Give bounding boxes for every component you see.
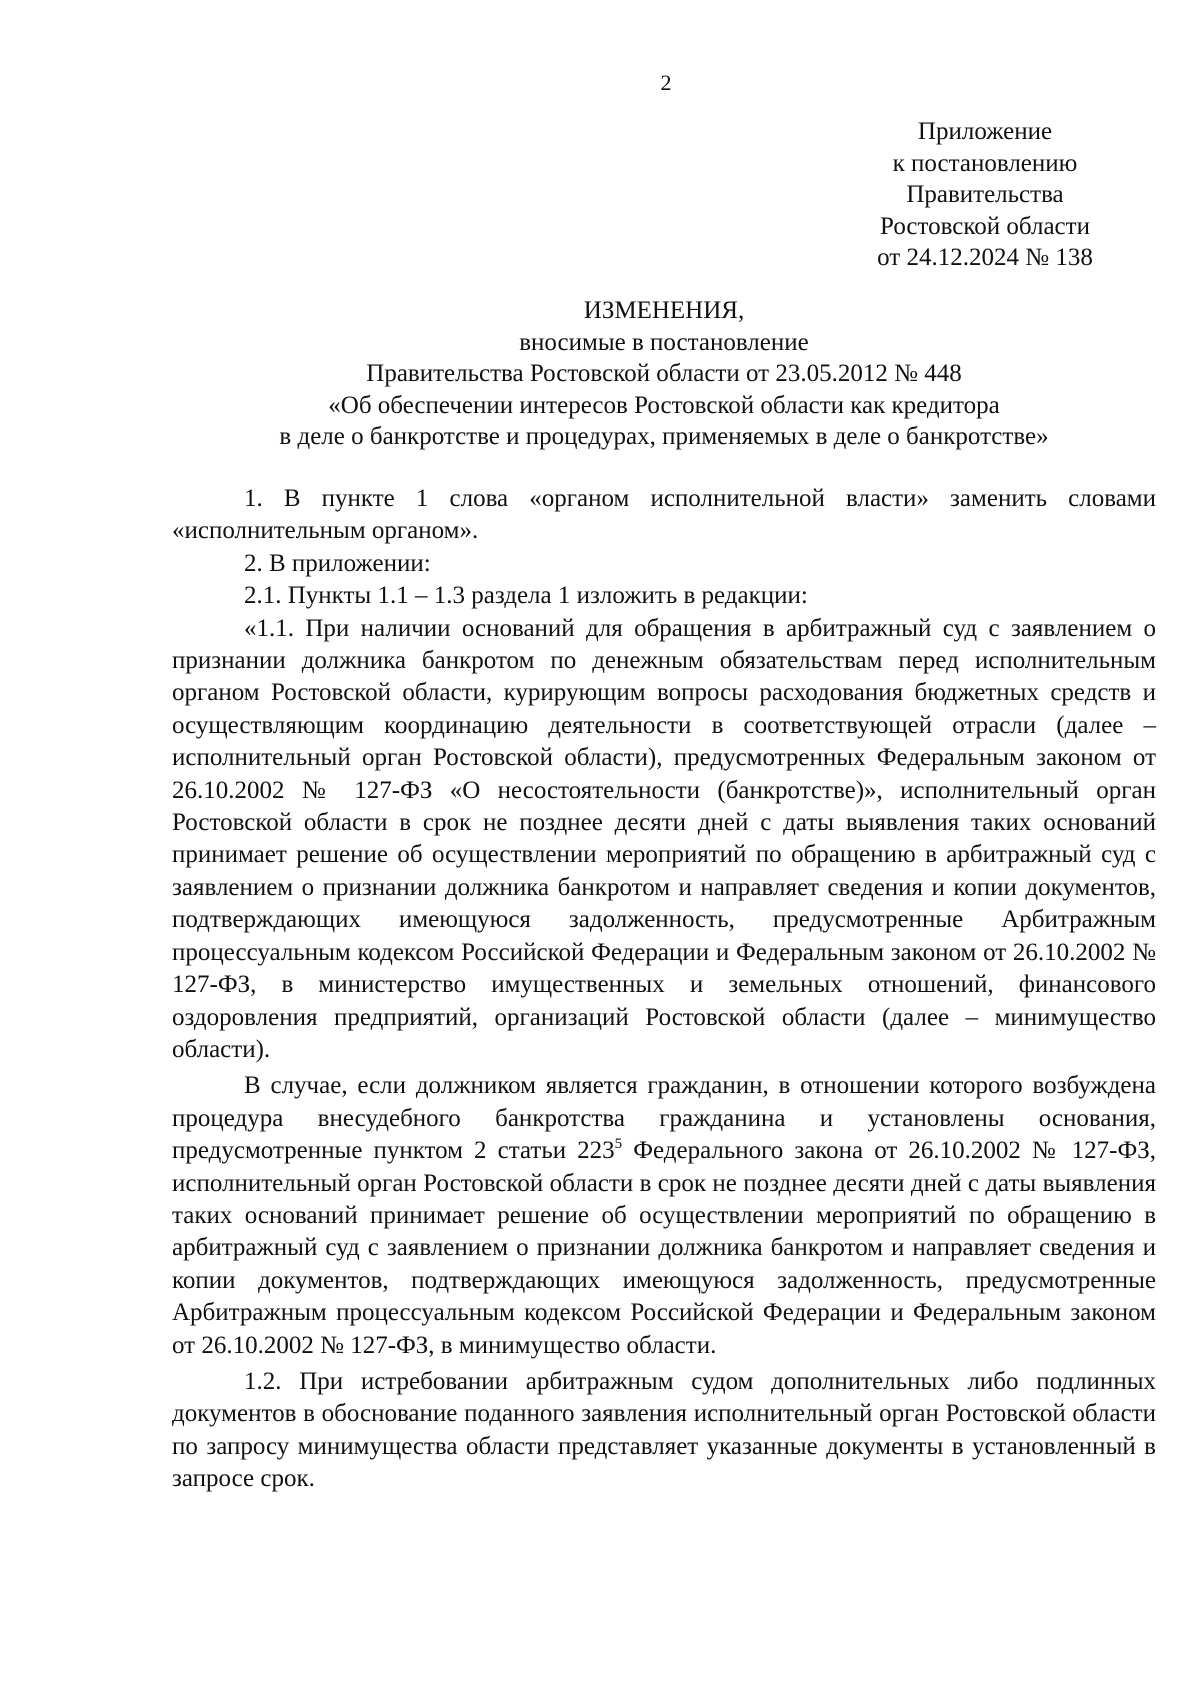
page-number: 2 (660, 70, 672, 95)
paragraph-5-text-start: В случае, если должником является гражданин, в отношении которого возбуждена процедура внесудебного банкротства гражданина и установлены основания, предусмотренные пунктом 2 статьи 223 (172, 1072, 1156, 1165)
appendix-block (830, 116, 1140, 274)
title-line: «Об обеспечении интересов Ростовской области как кредитора (328, 391, 1000, 419)
title-heading: ИЗМЕНЕНИЯ, (583, 297, 745, 324)
article-superscript: 5 (614, 1136, 623, 1153)
appendix-line: Приложение (917, 118, 1053, 145)
paragraph-6: 1.2. При истребовании арбитражным судом дополнительных либо подлинных документов в обоснование поданного заявления исполнительный орган Ростовской области по запросу минимущества области представляет указанные документы в установленный в запросе срок. (172, 1367, 1156, 1493)
title-line: Правительства Ростовской области от 23.05.2012 № 448 (366, 360, 962, 387)
title-line: в деле о банкротстве и процедурах, применяемых в деле о банкротстве» (279, 423, 1049, 450)
paragraph-2: 2. В приложении: (244, 549, 431, 577)
appendix-line: от 24.12.2024 № 138 (877, 244, 1093, 271)
appendix-line: Ростовской области (880, 212, 1090, 240)
document-body (172, 483, 1156, 1496)
appendix-line: Правительства (906, 181, 1064, 208)
paragraph-1: 1. В пункте 1 слова «органом исполнительной власти» заменить словами «исполнительным органом». (172, 485, 1156, 545)
appendix-line: к постановлению (892, 149, 1078, 177)
paragraph-5 (172, 1070, 1156, 1362)
paragraph-3: 2.1. Пункты 1.1 – 1.3 раздела 1 изложить в редакции: (244, 582, 808, 610)
paragraph-4: «1.1. При наличии оснований для обращения в арбитражный суд с заявлением о признании должника банкротом по денежным обязательствам перед исполнительным органом Ростовской области, курирующим вопросы расходования бюджетных средств и осуществляющим координацию деятельности в соответствующей отрасли (далее – исполнительный орган Ростовской области), предусмотренных Федеральным законом от 26.10.2002 № 127-ФЗ «О несостоятельности (банкротстве)», исполнительный орган Ростовской области в срок не позднее десяти дней с даты выявления таких оснований принимает решение об осуществлении мероприятий по обращению в арбитражный суд с заявлением о признании должника банкротом и направляет сведения и копии документов, подтверждающих имеющуюся задолженность, предусмотренные Арбитражным процессуальным кодексом Российской Федерации и Федеральным законом от 26.10.2002 № 127-ФЗ, в министерство имущественных и земельных отношений, финансового оздоровления предприятий, организаций Ростовской области (далее – минимущество области). (172, 614, 1156, 1063)
paragraph-5-text-end: Федерального закона от 26.10.2002 № 127-ФЗ, исполнительный орган Ростовской области в срок не позднее десяти дней с даты выявления таких оснований принимает решение об осуществлении мероприятий по обращению в арбитражный суд с заявлением о признании должника банкротом и направляет сведения и копии документов, подтверждающих имеющуюся задолженность, предусмотренные Арбитражным процессуальным кодексом Российской Федерации и Федеральным законом от 26.10.2002 № 127-ФЗ, в минимущество области. (172, 1137, 1156, 1359)
document-title (172, 295, 1156, 453)
title-line: вносимые в постановление (519, 328, 809, 356)
